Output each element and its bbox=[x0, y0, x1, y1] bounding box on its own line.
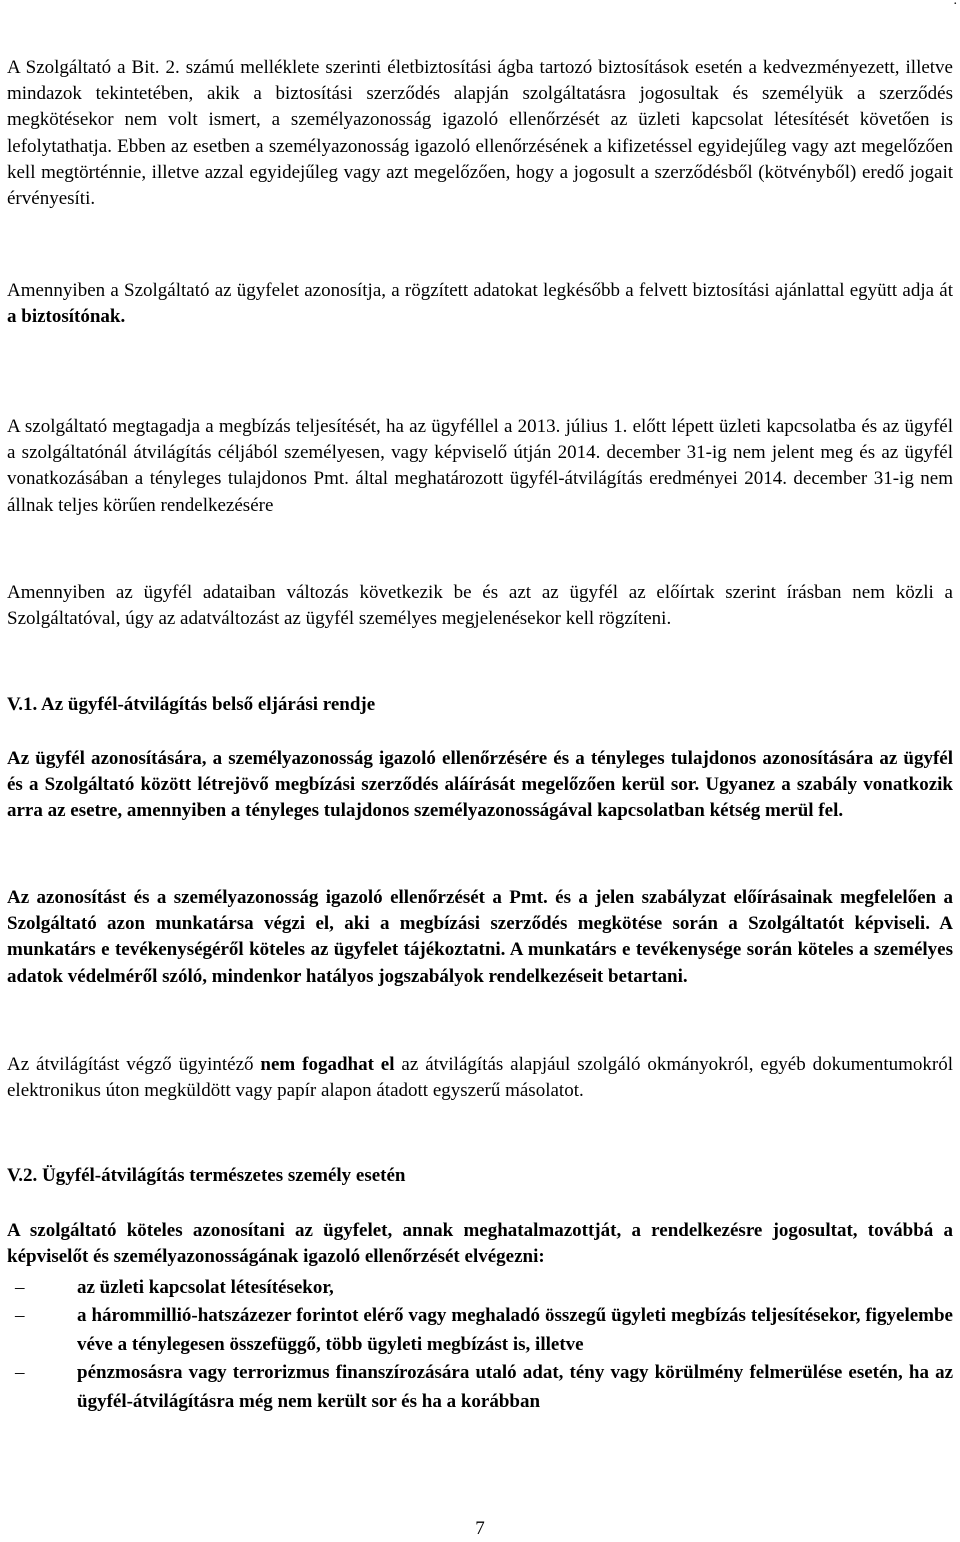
paragraph-7-bold: nem fogadhat el bbox=[260, 1054, 395, 1075]
paragraph-1: A Szolgáltató a Bit. 2. számú melléklete szerinti életbiztosítási ágba tartozó biztosítások esetén a kedvezményezett, illetve mindazok tekintetében, akik a biztosítási szerződés alapján szolgáltatásra jogosultak és személyük a szerződés megkötésekor nem volt ismert, a személyazonosság igazoló ellenőrzését az üzleti kapcsolat létesítését követően is lefolytathatja. Ebben az esetben a személyazonosság igazoló ellenőrzésének a kifizetéssel egyidejűleg vagy azt megelőzően kell megtörténnie, illetve azzal egyidejűleg vagy azt megelőzően, hogy a jogosult a szerződésből (kötvényből) eredő jogait érvényesíti. bbox=[7, 57, 953, 210]
list-item-text: az üzleti kapcsolat létesítésekor, bbox=[77, 1277, 334, 1298]
paragraph-7-pre: Az átvilágítást végző ügyintéző bbox=[7, 1054, 261, 1075]
list-item-text: pénzmosásra vagy terrorizmus finanszírozására utaló adat, tény vagy körülmény felmerülése esetén, ha az ügyfél-átvilágításra még nem került sor és ha a korábban bbox=[77, 1362, 953, 1412]
paragraph-2-text: Amennyiben a Szolgáltató az ügyfelet azonosítja, a rögzített adatokat legkésőbb a felvett biztosítási ajánlattal együtt adja át bbox=[7, 280, 953, 301]
paragraph-8: A szolgáltató köteles azonosítani az ügyfelet, annak meghatalmazottját, a rendelkezésre jogosultat, továbbá a képviselőt és személyazonosságának igazoló ellenőrzését elvégezni: bbox=[7, 1220, 953, 1268]
corner-mark: . bbox=[953, 0, 957, 8]
obligation-list bbox=[7, 1274, 953, 1416]
paragraph-3: A szolgáltató megtagadja a megbízás teljesítését, ha az ügyféllel a 2013. július 1. előtt lépett üzleti kapcsolatba és az ügyfél a szolgáltatónál átvilágítás céljából személyesen, vagy képviselő útján 2014. december 31-ig nem jelent meg és az ügyfél vonatkozásában a tényleges tulajdonos Pmt. által meghatározott ügyfél-átvilágítás eredményei 2014. december 31-ig nem állnak teljes körűen rendelkezésére bbox=[7, 416, 953, 516]
paragraph-2-bold: a biztosítónak. bbox=[7, 306, 126, 328]
list-item bbox=[7, 1302, 953, 1359]
paragraph-7-post: az átvilágítás alapjául szolgáló okmányokról, egyéb dokumentumokról elektronikus úton megküldött vagy papír alapon átadott egyszerű másolatot. bbox=[7, 1054, 954, 1102]
page-number: 7 bbox=[475, 1518, 485, 1539]
paragraph-4: Amennyiben az ügyfél adataiban változás következik be és azt az ügyfél az előírtak szerint írásban nem közli a Szolgáltatóval, úgy az adatváltozást az ügyfél személyes megjelenésekor kell rögzíteni. bbox=[7, 582, 953, 630]
list-item bbox=[7, 1274, 953, 1302]
paragraph-5: Az ügyfél azonosítására, a személyazonosság igazoló ellenőrzésére és a tényleges tulajdonos azonosítására az ügyfél és a Szolgáltató között létrejövő megbízási szerződés aláírását megelőzően kerül sor. Ugyanez a szabály vonatkozik arra az esetre, amennyiben a tényleges tulajdonos személyazonosságával kapcsolatban kétség merül fel. bbox=[7, 748, 953, 822]
paragraph-7 bbox=[7, 1052, 953, 1104]
dash-marker: – bbox=[15, 1277, 25, 1298]
paragraph-6: Az azonosítást és a személyazonosság igazoló ellenőrzését a Pmt. és a jelen szabályzat előírásainak megfelelően a Szolgáltató azon munkatársa végzi el, aki a megbízási szerződés megkötése során a Szolgáltatót képviseli. A munkatárs e tevékenységéről köteles az ügyfelet tájékoztatni. A munkatárs e tevékenysége során köteles a személyes adatok védelméről szóló, mindenkor hatályos jogszabályok rendelkezéseit betartani. bbox=[7, 887, 953, 987]
section-heading-v1: V.1. Az ügyfél-átvilágítás belső eljárási rendje bbox=[7, 694, 376, 715]
dash-marker: – bbox=[15, 1362, 25, 1384]
list-item bbox=[7, 1359, 953, 1416]
paragraph-2 bbox=[7, 278, 953, 330]
section-heading-v2: V.2. Ügyfél-átvilágítás természetes személy esetén bbox=[7, 1165, 406, 1186]
list-item-text: a hárommillió-hatszázezer forintot elérő vagy meghaladó összegű ügyleti megbízás teljesítésekor, figyelembe véve a ténylegesen összefüggő, több ügyleti megbízást is, illetve bbox=[77, 1305, 953, 1355]
dash-marker: – bbox=[15, 1305, 25, 1327]
